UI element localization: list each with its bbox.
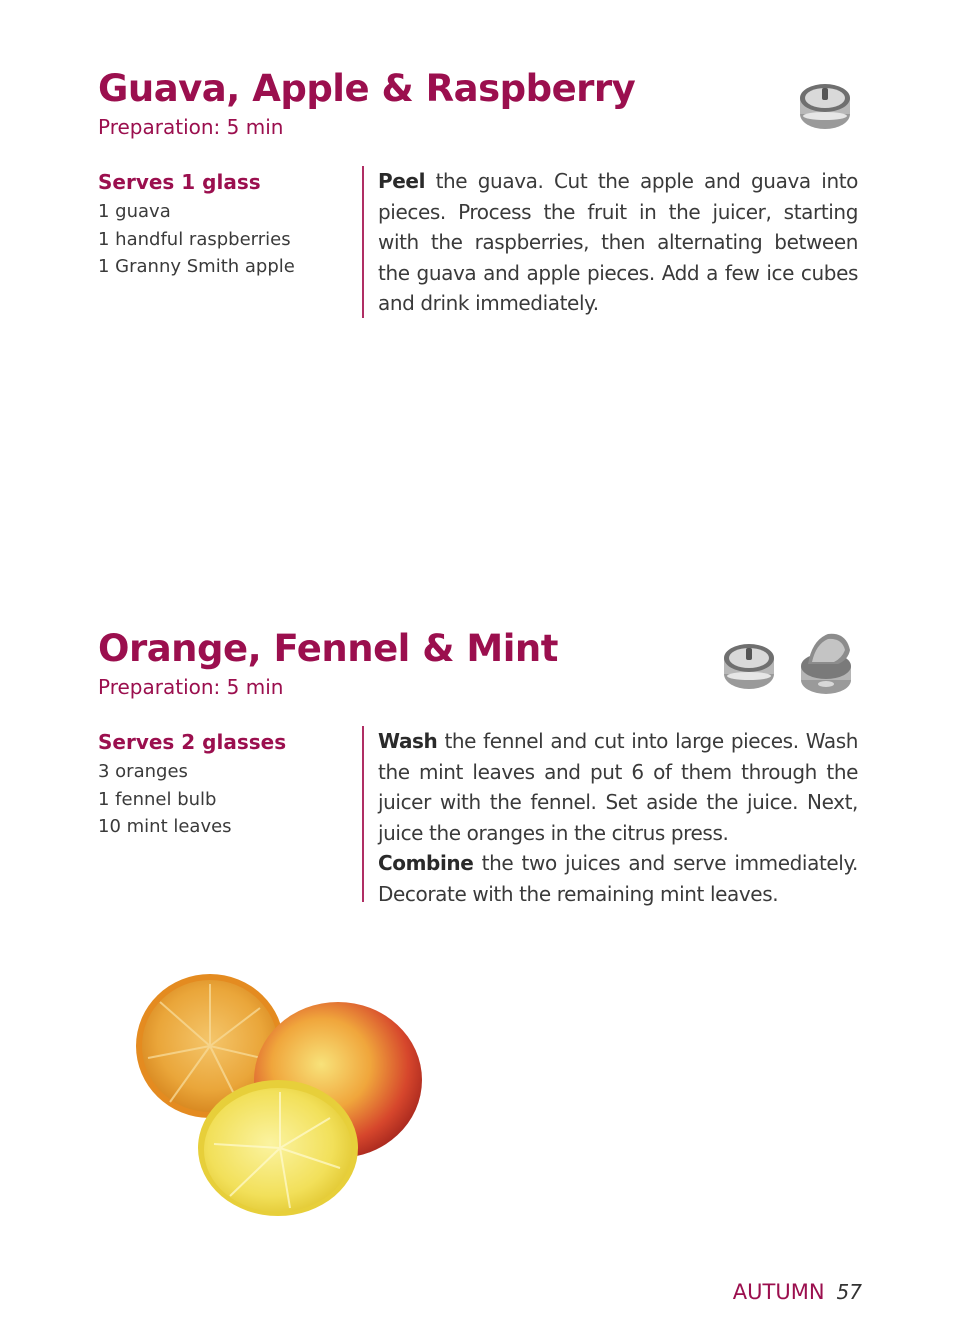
recipe-title: Guava, Apple & Raspberry [98,67,636,110]
method-step-verb: Wash [378,729,438,753]
page-footer [733,1280,862,1304]
juicer-icon [798,80,852,132]
citrus-press-icon [798,630,854,696]
method-step-text: the fennel and cut into large pieces. Wash the mint leaves and put 6 of them through the juicer with the fennel. Set aside the juice. Next, juice the oranges in the citrus press. [378,729,858,845]
recipe-title: Orange, Fennel & Mint [98,627,558,670]
serves-label: Serves 1 glass [98,170,261,194]
column-divider [362,726,364,902]
ingredient-item: 1 handful raspberries [98,228,291,250]
preparation-time: Preparation: 5 min [98,115,284,139]
method-paragraph [378,166,858,319]
section-name: AUTUMN [732,1280,825,1304]
ingredient-item: 1 Granny Smith apple [98,256,295,277]
ingredient-item: 10 mint leaves [98,816,232,837]
method-text [378,726,858,909]
ingredient-item: 1 guava [98,201,171,222]
method-step-verb: Peel [378,169,426,193]
serves-label: Serves 2 glasses [98,730,287,754]
page-number: 57 [836,1280,862,1304]
ingredient-list [98,198,348,281]
ingredients-block [98,168,348,281]
method-step-text: the guava. Cut the apple and guava into pieces. Process the fruit in the juicer, starting with the raspberries, then alternating between the guava and apple pieces. Add a few ice cubes and drink immediately. [378,169,858,315]
recipe-guava-apple-raspberry [98,62,858,315]
ingredients-block [98,728,348,841]
method-text [378,166,858,319]
ingredient-item: 3 oranges [98,761,188,782]
column-divider [362,166,364,318]
ingredient-item: 1 fennel bulb [98,788,217,810]
method-paragraph [378,726,858,848]
method-step-verb: Combine [378,851,474,875]
method-step-text: the two juices and serve immediately. Decorate with the remaining mint leaves. [378,851,858,906]
method-paragraph [378,848,858,909]
orange-fruit-image [130,968,430,1228]
preparation-time: Preparation: 5 min [98,675,284,699]
ingredient-list [98,758,348,841]
juicer-icon [722,640,776,692]
